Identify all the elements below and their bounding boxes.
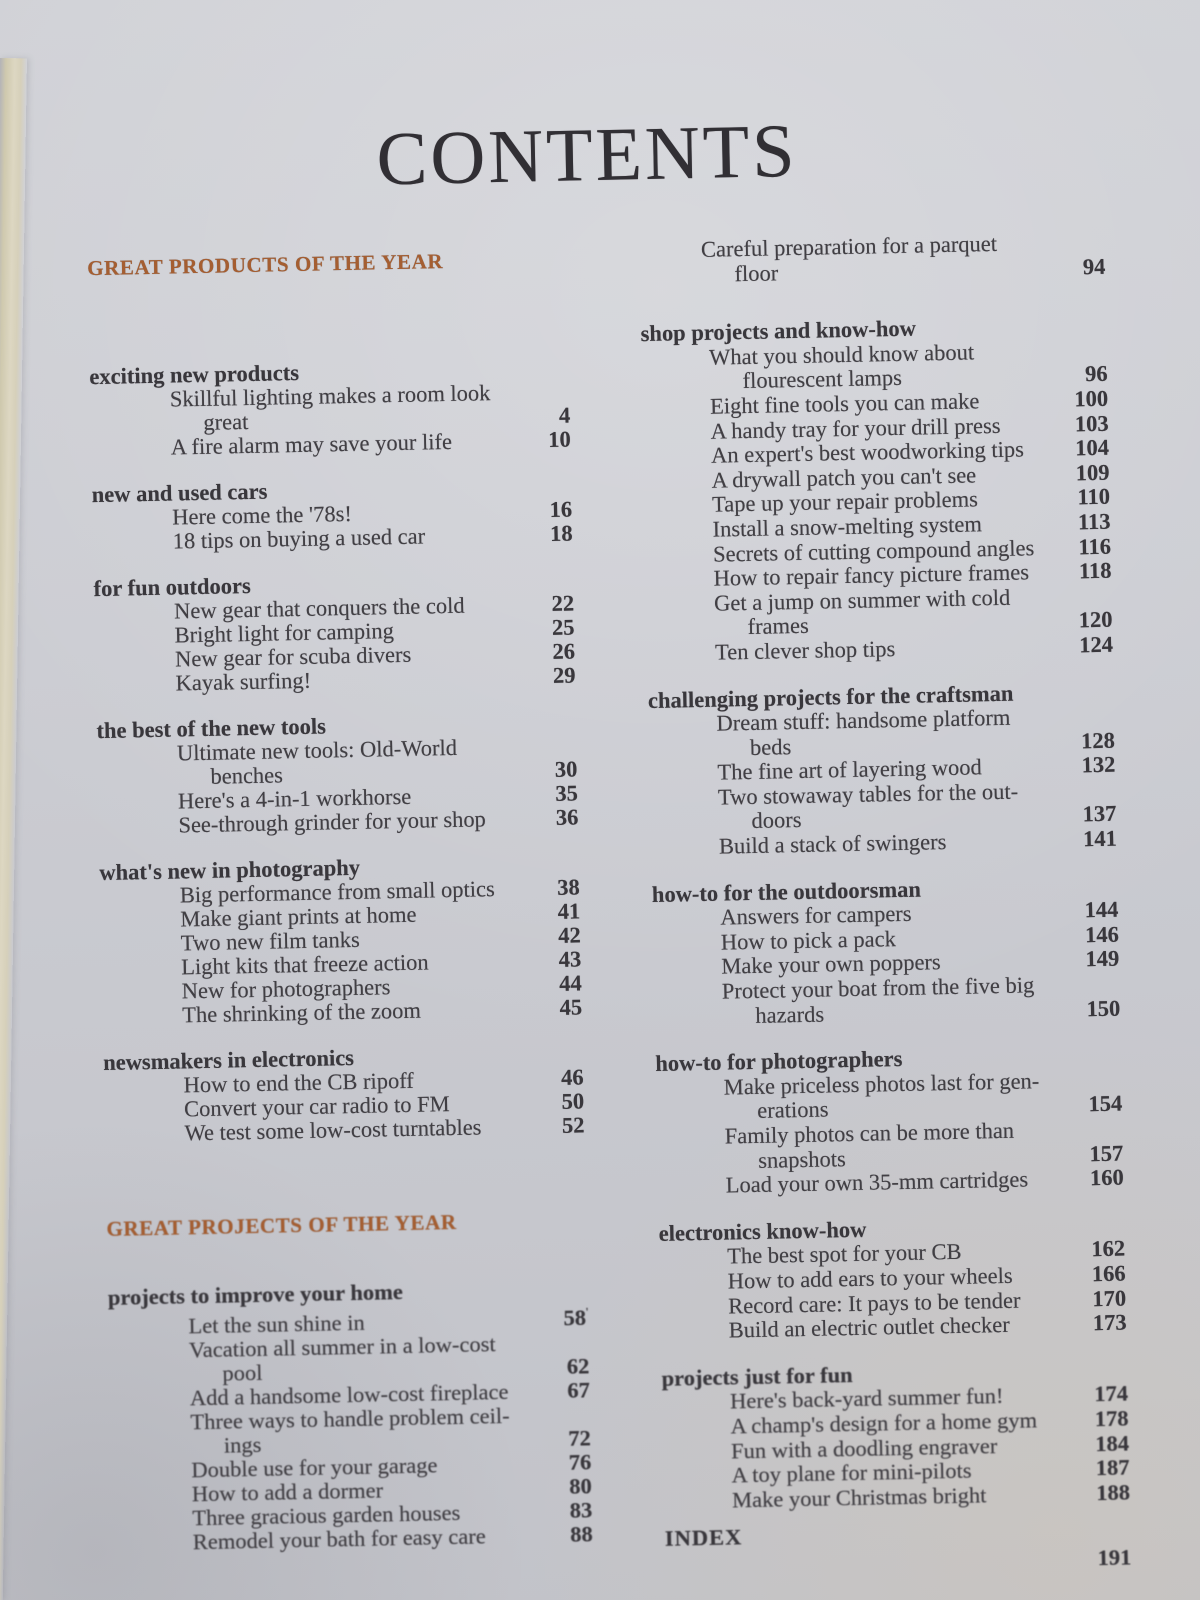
entry-title-line: Three gracious garden houses <box>192 1499 461 1530</box>
entry-title-line: Big performance from small optics <box>179 876 495 908</box>
section-entries <box>92 498 573 556</box>
entry-title <box>719 828 1059 859</box>
entry-page-number: 94 <box>1082 253 1106 279</box>
entry-title <box>170 381 513 436</box>
entry-title-line: 18 tips on buying a used car <box>172 523 426 554</box>
section-heading: what's new in photography <box>99 854 361 886</box>
entry-title-line: How to repair fancy picture frames <box>713 559 1030 591</box>
section-entries <box>90 380 571 462</box>
entry-title-line: Kayak surfing! <box>175 667 312 696</box>
entry-page-number: 58' <box>563 1304 589 1331</box>
entry-title-line: See-through grinder for your shop <box>178 806 487 838</box>
toc-section <box>96 709 578 839</box>
section-entries <box>648 704 1117 861</box>
section-heading: shop projects and know-how <box>640 315 917 347</box>
entry-title <box>722 973 1063 1029</box>
entry-title-line: Eight fine tools you can make <box>709 388 980 419</box>
entry-title-line: New for photographers <box>181 974 391 1004</box>
entry-title-continuation: benches <box>210 762 284 789</box>
entry-title <box>728 1312 1068 1343</box>
entry-title-line: The fine art of layering wood <box>717 754 982 785</box>
toc-section <box>89 356 571 462</box>
entry-title-line: Light kits that freeze action <box>181 949 429 980</box>
entry-page-number: 38 <box>556 874 580 900</box>
entry-page-number: 146 <box>1084 921 1120 948</box>
entry-title-line: A toy plane for mini-pilots <box>731 1457 972 1488</box>
entry-title-line: Family photos can be more than <box>724 1117 1015 1149</box>
toc-section <box>640 313 1113 667</box>
entry-page-number: 100 <box>1074 385 1109 412</box>
entry-title-line: The shrinking of the zoom <box>181 997 422 1028</box>
entry-title-line: Build a stack of swingers <box>718 829 947 859</box>
entry-title-line: Fun with a doodling engraver <box>730 1432 998 1464</box>
carryover-entry-block <box>639 230 1106 289</box>
entry-page-number: 154 <box>1088 1090 1123 1117</box>
entry-title <box>184 1115 526 1146</box>
toc-entry <box>726 1166 1124 1199</box>
entry-title-line: Dream stuff: handsome platform <box>716 704 1011 736</box>
entry-title-line: New gear for scuba divers <box>174 641 412 672</box>
entry-page-number: 149 <box>1085 946 1120 972</box>
entry-page-number: 187 <box>1095 1454 1130 1481</box>
entry-page-number: 18 <box>549 520 573 546</box>
entry-title <box>732 1481 1072 1512</box>
toc-entry <box>718 778 1117 835</box>
entry-title <box>182 997 524 1028</box>
toc-entry <box>724 1067 1123 1124</box>
entry-title-line: The best spot for your CB <box>726 1239 962 1269</box>
entry-title <box>718 779 1059 835</box>
entry-title-line: Remodel your bath for easy care <box>192 1522 487 1554</box>
entry-page-number: 118 <box>1078 557 1112 584</box>
toc-section <box>661 1357 1130 1514</box>
entry-page-number: 52 <box>561 1112 585 1138</box>
entry-title-line: Vacation all summer in a low-cost <box>188 1330 496 1362</box>
index-heading: INDEX <box>664 1524 743 1552</box>
entry-title-line: Make your Christmas bright <box>731 1482 987 1513</box>
entry-page-number: 184 <box>1095 1430 1130 1456</box>
section-entries <box>662 1382 1130 1514</box>
toc-section <box>658 1212 1126 1344</box>
entry-page-number: 120 <box>1078 606 1113 633</box>
toc-entry <box>722 972 1121 1029</box>
page-title: CONTENTS <box>375 108 799 202</box>
toc-entry <box>709 338 1108 395</box>
entry-page-number: 188 <box>1095 1479 1131 1505</box>
section-heading: projects just for fun <box>661 1361 853 1391</box>
entry-title-line: A handy tray for your drill press <box>710 412 1001 444</box>
entry-title-line: Record care: It pays to be tender <box>727 1287 1021 1319</box>
entry-page-number: 35 <box>555 780 579 806</box>
toc-section <box>103 1041 585 1147</box>
toc-entry <box>715 633 1113 666</box>
entry-title-line: Let the sun shine in <box>188 1309 365 1338</box>
toc-section <box>655 1043 1124 1200</box>
entry-title-line: How to end the CB ripoff <box>183 1067 415 1098</box>
entry-page-number: 16 <box>549 496 573 522</box>
entry-title-line: An expert's best woodworking tips <box>710 436 1025 468</box>
section-entries <box>639 230 1106 289</box>
entry-page-number: 132 <box>1081 751 1116 778</box>
entry-title-line: Make giant prints at home <box>180 901 417 932</box>
entry-title-line: Here come the '78s! <box>171 500 353 530</box>
entry-page-number: 10 <box>548 426 571 452</box>
entry-title-continuation: great <box>203 408 249 435</box>
toc-entry <box>725 1117 1124 1174</box>
entry-page-number: 103 <box>1074 410 1109 436</box>
entry-title-line: We test some low-cost turntables <box>184 1114 482 1146</box>
toc-section <box>93 567 575 697</box>
section-entries <box>656 1067 1124 1199</box>
section-heading: projects to improve your home <box>107 1279 404 1310</box>
entry-title <box>171 429 513 460</box>
entry-page-number: 137 <box>1082 801 1117 827</box>
entry-page-number: 46 <box>560 1064 584 1090</box>
category-header-products: GREAT PRODUCTS OF THE YEAR <box>86 249 444 281</box>
entry-page-number: 44 <box>558 970 582 996</box>
category-header-projects: GREAT PROJECTS OF THE YEAR <box>106 1209 457 1241</box>
entry-page-number: 109 <box>1075 459 1110 486</box>
entry-title-line: What you should know about <box>708 339 975 370</box>
entry-title-line: Convert your car radio to FM <box>183 1091 450 1122</box>
entry-title-continuation: erations <box>757 1096 829 1124</box>
section-entries <box>100 875 583 1029</box>
entry-title <box>725 1118 1066 1174</box>
section-heading: electronics know-how <box>658 1216 867 1246</box>
entry-page-number: 76 <box>568 1448 592 1475</box>
section-heading: challenging projects for the craftsman <box>647 680 1014 713</box>
entry-page-number: 80 <box>569 1472 593 1499</box>
entry-page-number: 160 <box>1089 1164 1124 1191</box>
entry-title-line: Here's a 4-in-1 workhorse <box>177 783 412 814</box>
entry-title <box>190 1403 533 1458</box>
entry-title <box>709 339 1050 395</box>
entry-title-continuation: ings <box>223 1431 262 1458</box>
entry-title-line: Make priceless photos last for gen- <box>723 1068 1040 1100</box>
entry-page-number: 157 <box>1089 1140 1124 1166</box>
entry-page-number: 30 <box>554 756 578 782</box>
toc-entry <box>701 230 1106 287</box>
entry-page-number: 150 <box>1086 995 1121 1021</box>
entry-title <box>172 523 514 554</box>
entry-title-continuation: snapshots <box>758 1145 847 1173</box>
entry-title-line: Tape up your repair problems <box>711 486 979 518</box>
section-heading: the best of the new tools <box>96 713 327 744</box>
entry-page-number: 45 <box>559 994 583 1020</box>
entry-title-line: A drywall patch you can't see <box>711 462 977 493</box>
section-heading: newsmakers in electronics <box>102 1044 355 1076</box>
toc-section <box>652 873 1121 1030</box>
entry-page-number: 110 <box>1077 484 1111 510</box>
section-entries <box>652 898 1120 1030</box>
entry-title <box>189 1331 532 1386</box>
toc-entry <box>177 733 578 789</box>
toc-entry <box>716 704 1115 761</box>
entry-page-number: 36 <box>555 804 579 830</box>
entry-page-number: 62 <box>566 1352 590 1379</box>
entry-title-continuation: flourescent lamps <box>742 365 903 394</box>
index-block <box>665 1517 1132 1580</box>
entry-page-number: 72 <box>568 1424 592 1451</box>
toc-entry <box>190 1402 591 1458</box>
entry-title <box>701 231 1048 287</box>
entry-page-number: 50 <box>561 1088 585 1114</box>
entry-page-number: 42 <box>557 922 581 948</box>
entry-title-continuation: floor <box>734 259 779 286</box>
section-heading: for fun outdoors <box>93 572 251 602</box>
toc-entry <box>728 1311 1126 1344</box>
section-entries <box>97 733 579 839</box>
right-column <box>639 230 1132 1580</box>
entry-title-line: A champ's design for a home gym <box>730 1407 1038 1439</box>
entry-title-line: Here's back-yard summer fun! <box>729 1383 1004 1414</box>
entry-title-line: Get a jump on summer with cold <box>713 584 1011 616</box>
entry-title <box>175 665 517 696</box>
entry-title-line: Load your own 35-mm cartridges <box>725 1166 1029 1198</box>
section-entries <box>659 1237 1127 1345</box>
entry-title-line: Secrets of cutting compound angles <box>712 534 1035 567</box>
section-entries <box>641 338 1113 667</box>
entry-title-line: Ten clever shop tips <box>714 635 896 665</box>
entry-title-continuation: doors <box>751 807 802 834</box>
index-page-number: 191 <box>1097 1544 1132 1571</box>
entry-page-number: 29 <box>552 662 576 688</box>
entry-title-line: Protect your boat from the five big <box>721 972 1035 1004</box>
entry-page-number: 124 <box>1078 631 1114 658</box>
entry-page-number: 4 <box>558 402 571 428</box>
entry-page-number: 104 <box>1075 434 1110 461</box>
entry-page-number: 88 <box>569 1520 593 1547</box>
section-entries <box>103 1065 584 1147</box>
entry-page-number: 178 <box>1094 1405 1129 1432</box>
entry-title <box>193 1523 535 1554</box>
entry-title-line: Install a snow-melting system <box>712 511 983 542</box>
entry-title <box>726 1167 1066 1198</box>
section-entries <box>94 591 576 697</box>
entry-title-continuation: beds <box>749 733 792 760</box>
entry-title <box>716 705 1057 761</box>
entry-page-number: 141 <box>1082 825 1118 852</box>
toc-entry <box>714 583 1113 640</box>
toc-entry <box>719 827 1117 860</box>
left-column <box>87 247 593 1556</box>
entry-title-line: Two new film tanks <box>180 926 361 956</box>
entry-title-continuation: pool <box>222 1359 263 1386</box>
entry-title-line: Double use for your garage <box>191 1451 438 1482</box>
entry-title-line: Skillful lighting makes a room look <box>169 380 491 412</box>
section-heading: exciting new products <box>89 359 300 390</box>
entry-page-number: 116 <box>1078 533 1112 559</box>
entry-title-line: Careful preparation for a parquet <box>700 230 998 262</box>
entry-title-line: New gear that conquers the cold <box>173 592 465 624</box>
entry-title <box>177 735 520 790</box>
entry-title-line: Two stowaway tables for the out- <box>717 778 1019 810</box>
entry-title-continuation: frames <box>747 613 810 640</box>
entry-page-number: 166 <box>1091 1260 1126 1287</box>
toc-section <box>99 851 582 1029</box>
entry-page-number: 25 <box>551 614 575 640</box>
entry-title-line: Three ways to handle problem ceil- <box>190 1402 510 1434</box>
entry-page-number: 22 <box>551 590 575 616</box>
entry-title-line: Make your own poppers <box>721 949 941 980</box>
section-heading: how-to for photographers <box>655 1046 903 1077</box>
entry-title <box>715 634 1055 665</box>
entry-title-line: Bright light for camping <box>174 618 395 648</box>
entry-page-number: 170 <box>1092 1285 1127 1311</box>
entry-title <box>714 585 1055 641</box>
entry-title-line: Build an electric outlet checker <box>728 1312 1010 1343</box>
section-heading: new and used cars <box>91 478 268 508</box>
entry-page-number: 41 <box>557 898 581 924</box>
toc-section <box>92 474 573 556</box>
entry-title <box>724 1069 1065 1125</box>
entry-title-continuation: hazards <box>755 1001 825 1028</box>
entry-page-number: 144 <box>1084 896 1119 923</box>
entry-title-line: How to pick a pack <box>720 925 897 955</box>
entry-title-line: Ultimate new tools: Old-World <box>176 734 458 766</box>
toc-section <box>108 1276 593 1555</box>
entry-title-line: How to add ears to your wheels <box>727 1262 1013 1294</box>
page-number-mark: ' <box>585 1304 589 1320</box>
toc-entry <box>189 1330 590 1386</box>
entry-page-number: 162 <box>1091 1235 1126 1262</box>
entry-title-line: How to add a dormer <box>191 1476 384 1506</box>
toc-section <box>648 679 1117 860</box>
entry-title-line: Answers for campers <box>720 901 912 930</box>
toc-entry <box>170 380 571 436</box>
entry-page-number: 113 <box>1077 508 1111 535</box>
section-entries <box>108 1300 593 1555</box>
section-heading: how-to for the outdoorsman <box>651 876 922 907</box>
entry-title-line: A fire alarm may save your life <box>170 428 453 460</box>
entry-title <box>178 807 520 838</box>
entry-page-number: 43 <box>558 946 582 972</box>
entry-page-number: 96 <box>1084 361 1108 387</box>
entry-page-number: 67 <box>567 1376 591 1403</box>
entry-page-number: 83 <box>569 1496 593 1523</box>
entry-page-number: 174 <box>1094 1380 1129 1407</box>
entry-title-line: Add a handsome low-cost fireplace <box>189 1378 509 1410</box>
entry-page-number: 128 <box>1080 727 1116 754</box>
entry-page-number: 173 <box>1092 1309 1127 1336</box>
entry-page-number: 26 <box>552 638 576 664</box>
